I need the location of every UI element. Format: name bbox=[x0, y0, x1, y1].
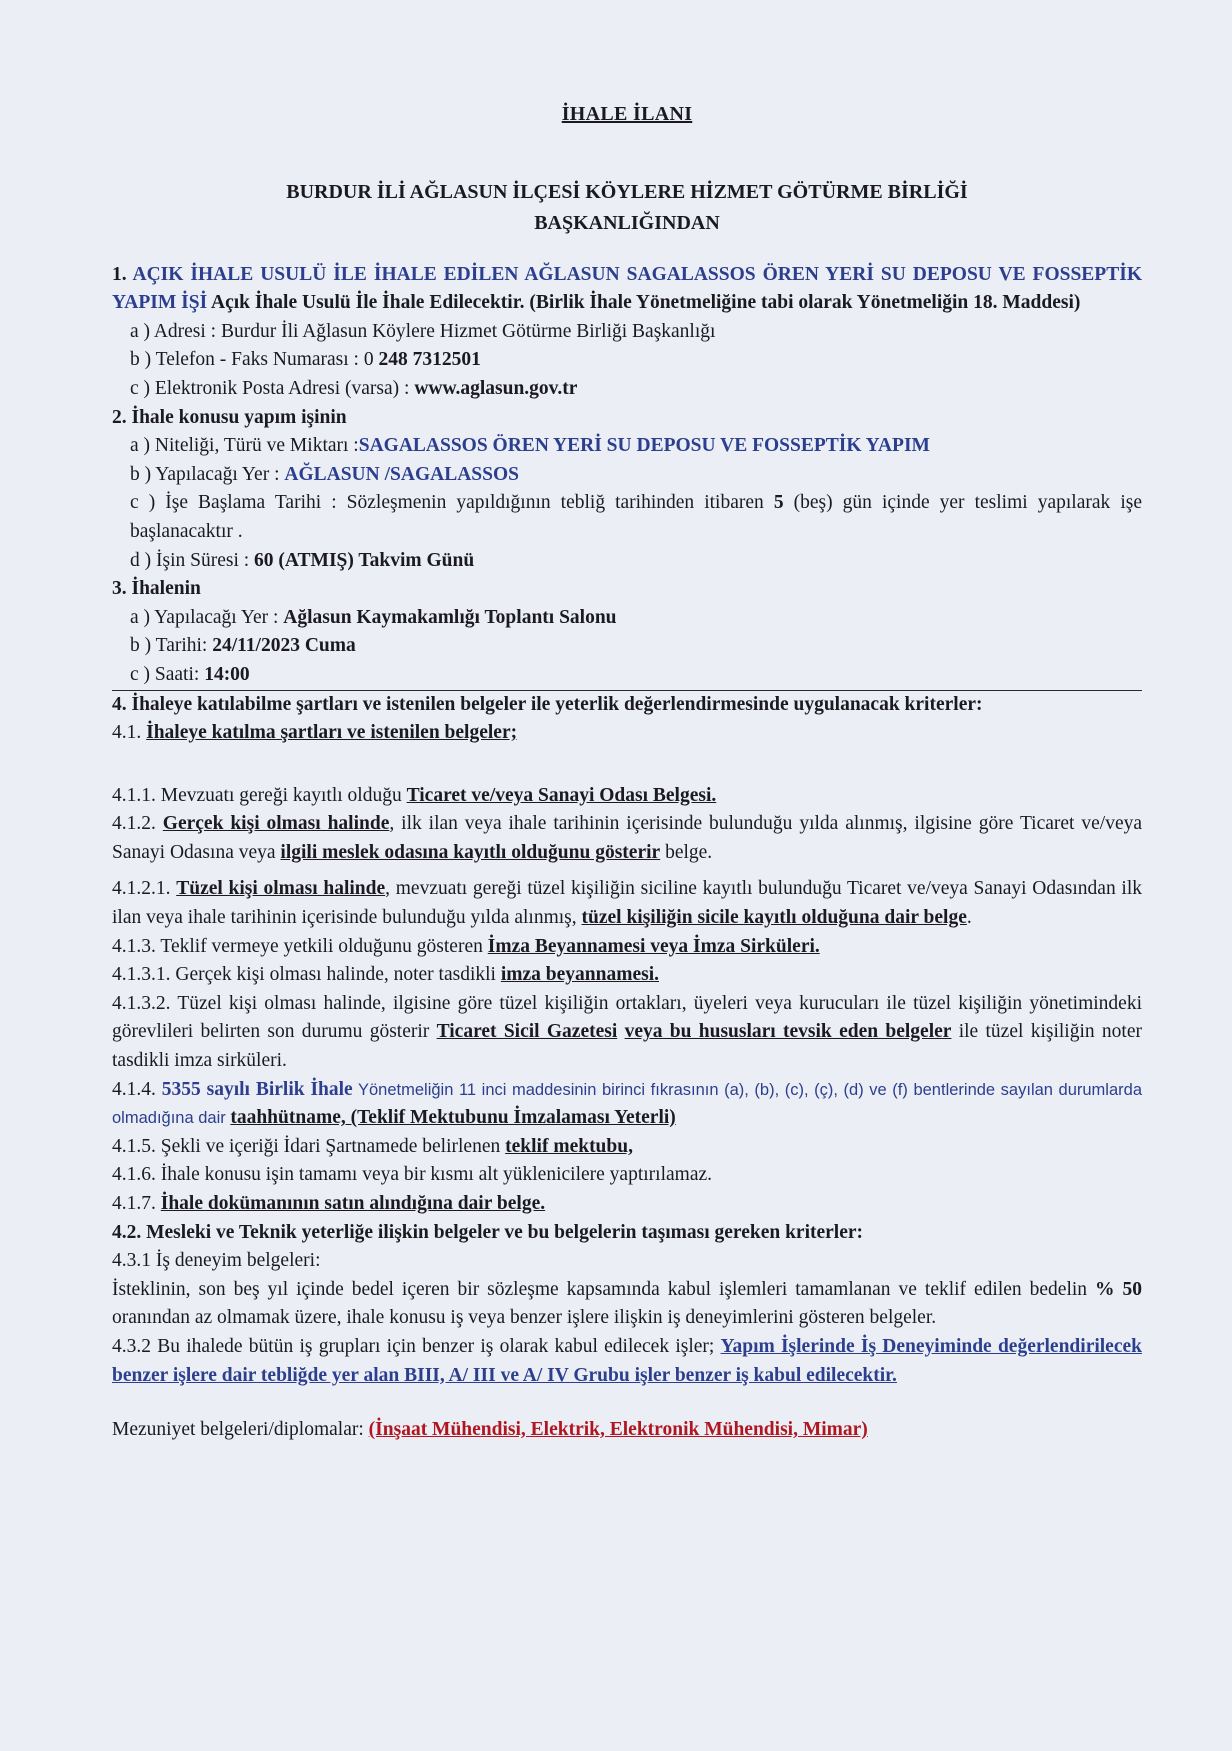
section-4-1-number: 4.1. bbox=[112, 722, 147, 744]
item-4-1-7 bbox=[112, 1190, 1142, 1219]
section-1-phone bbox=[112, 346, 1142, 375]
item-4-1-7-number: 4.1.7. bbox=[112, 1193, 161, 1214]
item-4-1-3-1-emphasis: imza beyannamesi. bbox=[500, 964, 660, 986]
section-1-rest: Açık İhale Usulü İle İhale Edilecektir. (Birlik İhale Yönetmeliğine tabi olarak Yönetmeliğin 18. Maddesi) bbox=[207, 292, 1081, 314]
section-2-location bbox=[112, 461, 1142, 490]
item-4-3-1-percent: % 50 bbox=[1095, 1278, 1143, 1300]
item-4-1-2-end: belge. bbox=[660, 841, 713, 863]
tender-time-label: c ) Saati: bbox=[130, 663, 205, 685]
item-4-1-2-1-number: 4.1.2.1. bbox=[112, 878, 177, 900]
section-1-heading bbox=[112, 261, 1142, 318]
item-4-1-2-emphasis-2: ilgili meslek odasına kayıtlı olduğunu gösterir bbox=[280, 841, 661, 863]
start-date-days: 5 bbox=[773, 492, 784, 514]
item-4-3-1-heading: 4.3.1 İş deneyim belgeleri: bbox=[112, 1250, 321, 1272]
item-4-1-3-emphasis: İmza Beyannamesi veya İmza Sirküleri. bbox=[487, 935, 820, 957]
item-4-1-5-emphasis: teklif mektubu, bbox=[505, 1135, 633, 1157]
section-3-location bbox=[112, 604, 1142, 633]
organization-line-1: BURDUR İLİ AĞLASUN İLÇESİ KÖYLERE HİZMET GÖTÜRME BİRLİĞİ bbox=[286, 180, 968, 203]
section-2-start-date bbox=[112, 489, 1142, 546]
phone-value: 248 7312501 bbox=[378, 349, 481, 371]
section-2-nature bbox=[112, 432, 1142, 461]
item-4-1-2-number: 4.1.2. bbox=[112, 813, 163, 835]
item-4-1-2-text: , ilk ilan veya ihale tarihinin içerisinde bulunduğu yılda alınmış, ilgisine göre Ticaret ve/veya Sanayi Odasına veya bbox=[112, 813, 1143, 863]
item-4-1-3-1 bbox=[112, 961, 1142, 990]
document-body bbox=[112, 100, 1142, 1445]
organization-heading bbox=[112, 177, 1142, 239]
item-4-1-3-2-end: ile tüzel kişiliğin noter tasdikli imza sirküleri. bbox=[112, 1021, 1142, 1072]
tender-location-label: a ) Yapılacağı Yer : bbox=[130, 606, 284, 628]
item-4-3-2-text: 4.3.2 Bu ihalede bütün iş grupları için benzer iş olarak kabul edilecek işler; bbox=[112, 1335, 721, 1357]
section-2-heading: 2. İhale konusu yapım işinin bbox=[112, 406, 347, 428]
item-4-1-4 bbox=[112, 1076, 1142, 1133]
item-4-1-3-2 bbox=[112, 990, 1142, 1076]
item-4-1-2 bbox=[112, 810, 1142, 867]
nature-label: a ) Niteliği, Türü ve Miktarı : bbox=[130, 435, 359, 457]
item-4-1-3-text: 4.1.3. Teklif vermeye yetkili olduğunu gösteren bbox=[112, 935, 488, 957]
section-3-time bbox=[112, 661, 1142, 691]
item-4-1-3-2-space bbox=[617, 1021, 624, 1042]
organization-line-2: BAŞKANLIĞINDAN bbox=[534, 211, 720, 234]
section-1-email bbox=[112, 375, 1142, 404]
item-4-1-3-1-text: 4.1.3.1. Gerçek kişi olması halinde, noter tasdikli bbox=[112, 964, 501, 986]
item-4-1-4-number: 4.1.4. bbox=[112, 1078, 162, 1100]
section-1-address: a ) Adresi : Burdur İli Ağlasun Köylere Hizmet Götürme Birliği Başkanlığı bbox=[130, 320, 716, 342]
tender-location-value: Ağlasun Kaymakamlığı Toplantı Salonu bbox=[283, 606, 617, 628]
duration-label: d ) İşin Süresi : bbox=[130, 549, 255, 571]
item-4-1-5-text: 4.1.5. Şekli ve içeriği İdari Şartnamede belirlenen bbox=[112, 1135, 506, 1157]
item-4-1-4-law: 5355 sayılı Birlik İhale bbox=[161, 1078, 353, 1100]
item-4-3-1 bbox=[112, 1276, 1142, 1333]
item-4-3-1-rest: oranından az olmamak üzere, ihale konusu iş veya benzer işlere ilişkin iş deneyimlerini gösteren belgeler. bbox=[112, 1307, 937, 1329]
nature-value: SAGALASSOS ÖREN YERİ SU DEPOSU VE FOSSEPTİK YAPIM bbox=[358, 435, 930, 457]
item-4-1-3 bbox=[112, 933, 1142, 962]
diploma-label: Mezuniyet belgeleri/diplomalar: bbox=[112, 1419, 369, 1441]
item-4-1-1-text: 4.1.1. Mevzuatı gereği kayıtlı olduğu bbox=[112, 784, 407, 806]
email-label: c ) Elektronik Posta Adresi (varsa) : bbox=[130, 377, 415, 399]
phone-label: b ) Telefon - Faks Numarası : 0 bbox=[130, 349, 379, 371]
location-value: AĞLASUN /SAGALASSOS bbox=[284, 463, 519, 485]
item-4-1-2-emphasis-1: Gerçek kişi olması halinde bbox=[162, 813, 390, 835]
item-4-1-1 bbox=[112, 782, 1142, 811]
item-4-1-2-1-end: . bbox=[966, 907, 972, 929]
start-date-text: c ) İşe Başlama Tarihi : Sözleşmenin yapıldığının tebliğ tarihinden itibaren bbox=[130, 492, 774, 514]
item-4-1-6: 4.1.6. İhale konusu işin tamamı veya bir kısmı alt yüklenicilere yaptırılamaz. bbox=[112, 1164, 713, 1186]
item-4-3-2 bbox=[112, 1333, 1142, 1390]
item-4-1-2-1 bbox=[112, 875, 1142, 932]
spacer bbox=[112, 748, 1142, 782]
location-label: b ) Yapılacağı Yer : bbox=[130, 463, 285, 485]
section-2-duration bbox=[112, 547, 1142, 576]
section-4-heading: 4. İhaleye katılabilme şartları ve istenilen belgeler ile yeterlik değerlendirmesinde uygulanacak kriterler: bbox=[112, 693, 983, 715]
section-4-1-title: İhaleye katılma şartları ve istenilen belgeler; bbox=[146, 722, 518, 744]
item-4-1-4-text: Yönetmeliğin 11 inci maddesinin birinci fıkrasının (a), (b), (c), (ç), (d) ve (f) bentlerinde sayılan durumlarda olmadığına dair bbox=[112, 1080, 1142, 1128]
section-3-heading: 3. İhalenin bbox=[112, 578, 201, 600]
item-4-3-1-text: İsteklinin, son beş yıl içinde bedel içeren bir sözleşme kapsamında kabul işlemleri tamamlanan ve teklif edilen bedelin bbox=[112, 1278, 1096, 1300]
item-4-1-2-1-text: , mevzuatı gereği tüzel kişiliğin siciline kayıtlı bulunduğu Ticaret ve/veya Sanayi Odasından ilk ilan veya ihale tarihinin içerisinde bulunduğu yılda alınmış, bbox=[112, 878, 1143, 929]
duration-value: 60 (ATMIŞ) Takvim Günü bbox=[254, 549, 475, 571]
diploma-requirement bbox=[112, 1416, 1142, 1445]
item-4-1-3-2-emphasis-1: Ticaret Sicil Gazetesi bbox=[436, 1021, 618, 1043]
item-4-1-3-2-emphasis-2: veya bu hususları tevsik eden belgeler bbox=[624, 1021, 952, 1043]
section-4-1-heading bbox=[112, 719, 1142, 748]
item-4-1-5 bbox=[112, 1133, 1142, 1162]
section-3-date bbox=[112, 632, 1142, 661]
item-4-1-2-1-emphasis-1: Tüzel kişi olması halinde bbox=[176, 878, 386, 900]
section-1-number: 1. bbox=[112, 263, 127, 285]
diploma-list: (İnşaat Mühendisi, Elektrik, Elektronik Mühendisi, Mimar) bbox=[368, 1419, 868, 1441]
website-value: www.aglasun.gov.tr bbox=[414, 377, 578, 399]
tender-date-value: 24/11/2023 Cuma bbox=[212, 635, 356, 657]
start-date-rest: (beş) gün içinde yer teslimi yapılarak işe başlanacaktır . bbox=[130, 492, 1142, 542]
tender-time-value: 14:00 bbox=[204, 663, 250, 685]
section-4-2-heading: 4.2. Mesleki ve Teknik yeterliğe ilişkin belgeler ve bu belgelerin taşıması gereken kriterler: bbox=[112, 1221, 864, 1243]
item-4-1-2-1-emphasis-2: tüzel kişiliğin sicile kayıtlı olduğuna dair belge bbox=[581, 907, 967, 929]
item-4-1-1-emphasis: Ticaret ve/veya Sanayi Odası Belgesi. bbox=[406, 784, 717, 806]
page-title: İHALE İLANI bbox=[561, 103, 693, 125]
item-4-1-4-emphasis: taahhütname, (Teklif Mektubunu İmzalaması Yeterli) bbox=[230, 1107, 676, 1129]
section-1-work-title: AÇIK İHALE USULÜ İLE İHALE EDİLEN AĞLASUN SAGALASSOS ÖREN YERİ SU DEPOSU VE FOSSEPTİK YAPIM İŞİ bbox=[112, 263, 1142, 314]
item-4-1-3-2-text: 4.1.3.2. Tüzel kişi olması halinde, ilgisine göre tüzel kişiliğin ortakları, üyeleri veya kurucuları ile tüzel kişiliğin yönetimindeki görevlileri belirten son durumu gösterir bbox=[112, 992, 1142, 1043]
item-4-3-2-emphasis: Yapım İşlerinde İş Deneyiminde değerlendirilecek benzer işlere dair tebliğde yer alan BIII, A/ III ve A/ IV Grubu işler benzer iş kabul edilecektir. bbox=[112, 1335, 1142, 1386]
item-4-1-7-emphasis: İhale dokümanının satın alındığına dair belge. bbox=[160, 1193, 546, 1214]
tender-date-label: b ) Tarihi: bbox=[130, 635, 213, 657]
